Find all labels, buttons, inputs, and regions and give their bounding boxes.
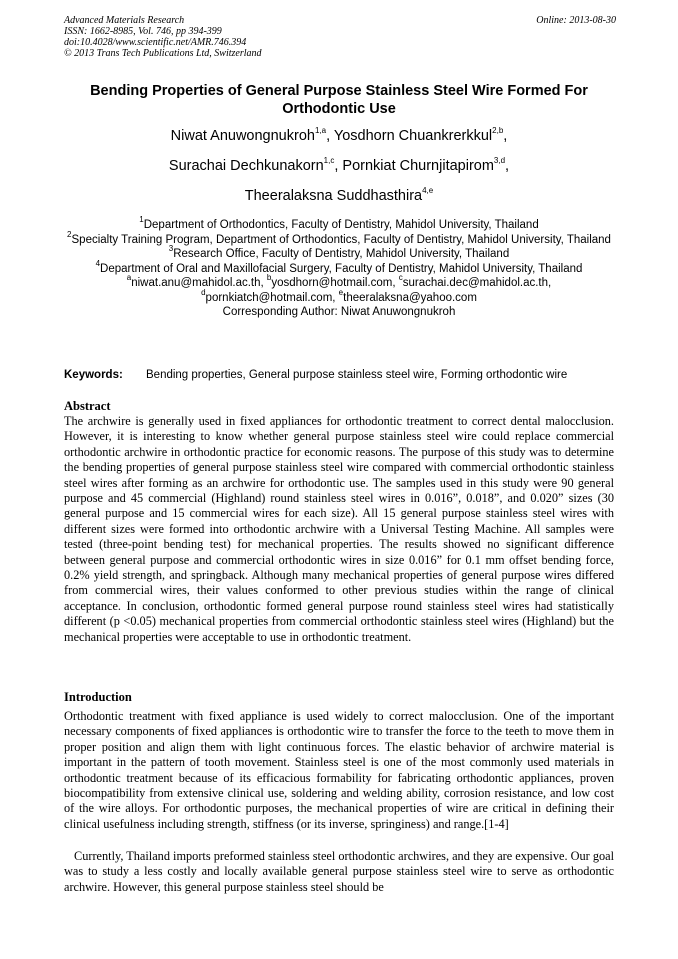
keywords [64,368,624,382]
author-separator: , [503,128,508,144]
paper-title: Bending Properties of General Purpose Stainless Steel Wire Formed For Orthodontic Use [90,83,588,117]
affiliation-sup: 1 [139,215,144,225]
author-name: Surachai Dechkunakorn [168,158,324,174]
author-separator: , [326,128,334,144]
affiliation-sup: 2 [67,229,72,239]
affiliation-text: Department of Orthodontics, Faculty of Dentistry, Mahidol University, Thailand [143,219,539,231]
email-link[interactable]: yosdhorn@hotmail.com, [271,277,399,289]
email-line-2 [40,287,638,306]
author-name: Pornkiat Churnjitapirom [342,158,494,174]
doi-line: doi:10.4028/www.scientific.net/AMR.746.394 [64,37,247,48]
journal-header [64,15,616,59]
issn-line: ISSN: 1662-8985, Vol. 746, pp 394-399 [64,26,222,37]
author-name: Theeralaksna Suddhasthira [244,188,423,204]
author-sup: 4,e [422,186,434,196]
introduction-paragraph-2: Currently, Thailand imports preformed stainless steel orthodontic archwires, and they are expensive. Our goal was to study a less costly and locally available general purpose stainless steel wire to serve as orthodontic archwire. However, this general purpose stainless steel should be [64,849,614,894]
corresponding-author: Corresponding Author: Niwat Anuwongnukroh [222,306,456,318]
email-sup: a [126,273,132,283]
author-sup: 1,c [323,156,335,166]
author-name: Yosdhorn Chuankrerkkul [333,128,493,144]
author-name: Niwat Anuwongnukroh [170,128,315,144]
author-separator: , [334,158,343,174]
journal-name: Advanced Materials Research [64,15,185,26]
affiliation-text: Research Office, Faculty of Dentistry, Mahidol University, Thailand [173,248,510,260]
author-sup: 2,b [492,126,504,136]
author-sup: 1,a [314,126,327,136]
email-sup: e [338,287,344,297]
keywords-text: Bending properties, General purpose stainless steel wire, Forming orthodontic wire [146,369,568,381]
affiliations [40,215,638,320]
email-link[interactable]: theeralaksna@yahoo.com [343,291,477,304]
author-list [40,121,638,211]
online-date: Online: 2013-08-30 [536,15,616,26]
email-link[interactable]: pornkiatch@hotmail.com, [205,291,339,304]
affiliation-text: Specialty Training Program, Department of Orthodontics, Faculty of Dentistry, Mahidol University, Thailand [71,233,611,246]
email-link[interactable]: surachai.dec@mahidol.ac.th, [402,277,552,289]
affiliation-text: Department of Oral and Maxillofacial Surgery, Faculty of Dentistry, Mahidol University, Thailand [100,262,583,275]
author-line-2 [40,151,638,181]
email-link[interactable]: niwat.anu@mahidol.ac.th, [131,277,267,289]
introduction-heading: Introduction [64,690,132,704]
abstract-text: The archwire is generally used in fixed appliances for orthodontic treatment to correct dental malocclusion. However, it is interesting to know whether general purpose stainless steel wire could replace commercial orthodontic archwire in orthodontic practice for economic reasons. The purpose of this study was to determine the bending properties of general purpose stainless steel wire compared with commercial orthodontic stainless steel wires after forming as an archwire for orthodontic use. The samples used in this study were 90 general purpose and 45 commercial (Highland) round stainless steel wires in 0.016”, 0.018”, and 0.020” sizes (30 general purpose and 15 commercial wires for each size). All 15 general purpose stainless steel wires with different sizes were formed into orthodontic archwire with a Universal Testing Machine. All samples were tested (three-point bending test) for mechanical properties. The results showed no significant difference between general purpose and commercial orthodontic wires in size 0.016” for 0.1 mm offset bending force, 0.2% yield strength, and springback. Although many mechanical properties of general purpose wires differed from commercial wires, their values conformed to other previous studies within the range of clinical acceptance. In conclusion, orthodontic formed general purpose round stainless steel wires had statistically different (p <0.05) mechanical properties from commercial orthodontic stainless steel wires (Highland) but the mechanical properties were acceptable to use in orthodontic treatment. [64,414,614,644]
affiliation-sup: 4 [95,258,101,268]
affiliation-2 [40,229,638,248]
email-sup: d [201,287,206,297]
affiliation-1 [40,215,638,233]
introduction-paragraph-1: Orthodontic treatment with fixed appliance is used widely to correct malocclusion. One of the important necessary components of fixed appliances is orthodontic wire to transfer the force to the teeth to move them in proper position and align them with light continuous forces. The elastic behavior of archwire material is important in the pattern of tooth movement. Stainless steel is one of the most commonly used materials in orthodontic treatment because of its efficacious formability for fabricating orthodontic appliances, proven biocompatibility from extensive clinical use, soldering and welding ability, corrosion resistance, and low cost of the wire alloys. For orthodontic purposes, the mechanical properties of wire are critical in defining their clinical usefulness including strength, stiffness (or its inverse, springiness) and range.[1-4] [64,709,614,831]
keywords-label: Keywords: [64,369,123,381]
author-separator: , [505,158,510,174]
email-sup: b [266,273,272,283]
copyright-line: © 2013 Trans Tech Publications Ltd, Switzerland [64,48,262,59]
affiliation-3 [40,244,638,262]
abstract-heading: Abstract [64,399,111,413]
email-sup: c [398,273,403,283]
author-sup: 3,d [493,156,506,166]
author-line-1 [40,121,638,151]
author-line-3 [40,181,638,211]
affiliation-sup: 3 [168,244,174,254]
